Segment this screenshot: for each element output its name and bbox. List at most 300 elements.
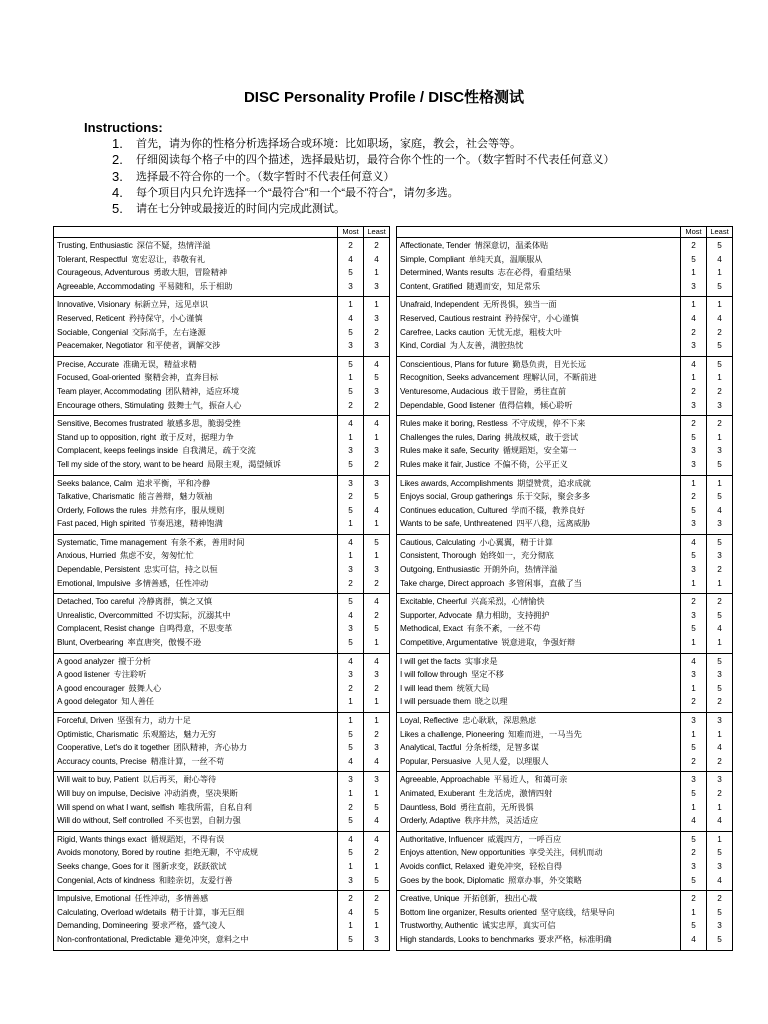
least-cell-right	[707, 297, 733, 356]
statement-chinese: 矜持保守，小心谨慎	[128, 313, 203, 323]
most-value: 3	[691, 459, 696, 469]
least-value: 5	[717, 656, 722, 666]
statement-line	[57, 266, 334, 280]
statement-chinese: 多情善感，任性冲动	[134, 578, 209, 588]
most-value: 4	[691, 359, 696, 369]
least-value: 2	[717, 419, 722, 429]
column-gap	[390, 713, 397, 772]
least-cell-right	[707, 772, 733, 831]
statement-line	[57, 714, 334, 728]
instruction-number: 5.	[112, 201, 123, 217]
statement-english: Orderly, Follows the rules	[57, 505, 147, 515]
least-value: 5	[374, 802, 379, 812]
statement-chinese: 要求严格，标准明确	[537, 934, 612, 944]
statement-line	[57, 919, 334, 933]
table-row	[54, 534, 733, 593]
statement-english: Emotional, Impulsive	[57, 578, 131, 588]
instruction-number: 4.	[112, 184, 123, 200]
statement-english: Rules make it safe, Security	[400, 446, 499, 456]
most-value: 4	[691, 656, 696, 666]
statement-chinese: 专注聆听	[113, 670, 147, 680]
most-value: 1	[691, 300, 696, 310]
statement-english: Analytical, Tactful	[400, 743, 462, 753]
statement-english: Rules make it boring, Restless	[400, 419, 508, 429]
least-value: 3	[374, 446, 379, 456]
most-cell-left	[338, 238, 364, 297]
most-value: 4	[348, 254, 353, 264]
statement-english: Competitive, Argumentative	[400, 638, 498, 648]
most-value: 3	[691, 610, 696, 620]
most-value: 3	[691, 775, 696, 785]
statement-chinese: 理解认同，不断前进	[522, 373, 597, 383]
statement-english: Peacemaker, Negotiator	[57, 341, 143, 351]
least-value: 5	[374, 624, 379, 634]
least-value: 3	[717, 861, 722, 871]
statement-chinese: 循规蹈矩，不得有误	[150, 834, 225, 844]
statement-english: Dependable, Persistent	[57, 565, 140, 575]
statement-chinese: 自我满足，疏于交流	[181, 446, 256, 456]
least-cell-right	[707, 713, 733, 772]
statement-english: Courageous, Adventurous	[57, 268, 150, 278]
statement-english: Tell my side of the story, want to be heard	[57, 459, 204, 469]
statement-line	[400, 773, 677, 787]
statement-line	[400, 517, 677, 531]
least-value: 1	[717, 268, 722, 278]
statement-line	[400, 682, 677, 696]
statement-line	[57, 728, 334, 742]
least-value: 4	[717, 505, 722, 515]
statement-line	[400, 266, 677, 280]
statement-chinese: 率直唐突，傲慢不逊	[127, 638, 202, 648]
statement-line	[400, 695, 677, 709]
statement-english: Sensitive, Becomes frustrated	[57, 419, 163, 429]
statement-chinese: 不偏不倚，公平正义	[494, 459, 568, 469]
most-value: 2	[348, 578, 353, 588]
least-value: 5	[374, 373, 379, 383]
statement-cell-right	[397, 475, 681, 534]
most-value: 1	[348, 373, 353, 383]
statement-line	[57, 431, 334, 445]
most-value: 5	[348, 268, 353, 278]
header-most-right: Most	[681, 227, 707, 238]
least-value: 2	[374, 610, 379, 620]
table-row	[54, 416, 733, 475]
statement-english: Dauntless, Bold	[400, 802, 456, 812]
statement-line	[400, 549, 677, 563]
most-value: 2	[691, 492, 696, 502]
statement-line	[57, 490, 334, 504]
most-value: 2	[348, 241, 353, 250]
statement-english: Sociable, Congenial	[57, 327, 128, 337]
instructions-list	[112, 136, 615, 217]
least-value: 4	[374, 834, 379, 844]
statement-english: Blunt, Overbearing	[57, 638, 124, 648]
statement-english: Continues education, Cultured	[400, 505, 508, 515]
statement-chinese: 有条不紊，一丝不苟	[466, 624, 541, 634]
statement-english: Talkative, Charismatic	[57, 492, 135, 502]
least-value: 2	[717, 565, 722, 575]
statement-cell-left	[54, 831, 338, 890]
instruction-text: 每个项目内只允许选择一个“最符合”和一个“最不符合”，请勿多选。	[136, 186, 459, 199]
most-cell-right	[681, 891, 707, 950]
most-cell-left	[338, 772, 364, 831]
statement-english: Challenges the rules, Daring	[400, 432, 501, 442]
statement-line	[57, 517, 334, 531]
statement-english: High standards, Looks to benchmarks	[400, 934, 534, 944]
least-value: 3	[374, 341, 379, 351]
statement-chinese: 聚精会神，直奔目标	[144, 373, 219, 383]
least-value: 1	[717, 432, 722, 442]
least-cell-left	[364, 653, 390, 712]
statement-chinese: 忠实可信，持之以恒	[143, 565, 218, 575]
least-value: 4	[717, 743, 722, 753]
least-value: 3	[374, 565, 379, 575]
statement-line	[57, 312, 334, 326]
least-value: 5	[717, 934, 722, 944]
instruction-item	[112, 136, 615, 152]
least-cell-left	[364, 297, 390, 356]
statement-chinese: 敏感多思，脆弱受挫	[166, 419, 241, 429]
most-cell-left	[338, 653, 364, 712]
statement-line	[400, 358, 677, 372]
statement-english: Will buy on impulse, Decisive	[57, 788, 161, 798]
header-blank-left	[54, 227, 338, 238]
statement-line	[57, 906, 334, 920]
header-least-left: Least	[364, 227, 390, 238]
statement-english: Methodical, Exact	[400, 624, 463, 634]
least-value: 2	[374, 578, 379, 588]
statement-line	[57, 609, 334, 623]
least-cell-right	[707, 831, 733, 890]
most-value: 3	[691, 716, 696, 725]
statement-line	[400, 253, 677, 267]
most-cell-right	[681, 772, 707, 831]
most-cell-right	[681, 713, 707, 772]
statement-english: Wants to be safe, Unthreatened	[400, 519, 513, 529]
statement-chinese: 人见人爱，以理服人	[474, 756, 549, 766]
statement-chinese: 和平使者，调解交涉	[146, 341, 221, 351]
statement-chinese: 多管闲事，直截了当	[508, 578, 582, 588]
least-value: 5	[717, 848, 722, 858]
statement-cell-right	[397, 356, 681, 415]
statement-chinese: 知人善任	[121, 697, 155, 707]
most-value: 5	[691, 921, 696, 931]
statement-english: Will wait to buy, Patient	[57, 775, 139, 785]
statement-english: Tolerant, Respectful	[57, 254, 128, 264]
least-cell-left	[364, 475, 390, 534]
statement-chinese: 无忧无虑，粗枝大叶	[488, 327, 562, 337]
statement-chinese: 乐于交际，聚会多多	[516, 492, 591, 502]
most-value: 5	[348, 934, 353, 944]
most-value: 1	[348, 300, 353, 310]
least-value: 2	[374, 683, 379, 693]
column-gap	[390, 891, 397, 950]
disc-table	[53, 226, 733, 951]
most-value: 3	[348, 775, 353, 785]
least-value: 3	[374, 281, 379, 291]
least-value: 3	[374, 743, 379, 753]
statement-chinese: 宽宏忍让，恭敬有礼	[131, 254, 206, 264]
most-cell-left	[338, 297, 364, 356]
column-gap	[390, 772, 397, 831]
statement-english: Supporter, Advocate	[400, 610, 472, 620]
statement-chinese: 生龙活虎，激情四射	[478, 788, 553, 798]
statement-line	[400, 490, 677, 504]
most-value: 3	[348, 281, 353, 291]
most-value: 2	[691, 848, 696, 858]
statement-english: Conscientious, Plans for future	[400, 359, 509, 369]
least-value: 1	[717, 373, 722, 383]
statement-line	[400, 846, 677, 860]
most-value: 1	[348, 861, 353, 871]
most-value: 1	[691, 478, 696, 488]
least-value: 1	[717, 300, 722, 310]
least-value: 5	[374, 907, 379, 917]
statement-chinese: 无所畏惧，独当一面	[482, 300, 557, 310]
statement-line	[57, 417, 334, 431]
statement-english: Consistent, Thorough	[400, 551, 477, 561]
most-value: 5	[691, 875, 696, 885]
statement-chinese: 勇往直前，无所畏惧	[459, 802, 534, 812]
statement-chinese: 四平八稳，远离威胁	[516, 519, 591, 529]
statement-chinese: 挑战权威，敢于尝试	[504, 432, 579, 442]
most-value: 5	[348, 743, 353, 753]
statement-english: Rules make it fair, Justice	[400, 459, 491, 469]
statement-english: Cooperative, Let's do it together	[57, 743, 170, 753]
most-value: 5	[691, 624, 696, 634]
statement-english: Kind, Cordial	[400, 341, 446, 351]
statement-cell-left	[54, 653, 338, 712]
most-value: 5	[691, 834, 696, 844]
statement-chinese: 局限主观，渴望倾诉	[207, 459, 281, 469]
most-value: 4	[348, 537, 353, 547]
table-row	[54, 238, 733, 297]
statement-chinese: 标新立异，远见卓识	[134, 300, 209, 310]
most-cell-left	[338, 594, 364, 653]
statement-chinese: 始终如一，充分彻底	[480, 551, 554, 561]
most-value: 4	[348, 313, 353, 323]
column-gap	[390, 534, 397, 593]
most-value: 2	[348, 492, 353, 502]
most-value: 5	[691, 254, 696, 264]
most-cell-left	[338, 891, 364, 950]
statement-line	[400, 833, 677, 847]
statement-english: Excitable, Cheerful	[400, 597, 467, 607]
statement-cell-left	[54, 416, 338, 475]
most-value: 1	[691, 802, 696, 812]
most-value: 3	[691, 400, 696, 410]
statement-line	[400, 371, 677, 385]
least-value: 3	[717, 400, 722, 410]
instruction-item	[112, 152, 615, 168]
least-value: 5	[374, 537, 379, 547]
statement-line	[57, 371, 334, 385]
statement-english: A good analyzer	[57, 656, 115, 666]
statement-chinese: 平易随和，乐于相助	[158, 281, 233, 291]
least-value: 4	[374, 597, 379, 607]
least-cell-right	[707, 891, 733, 950]
statement-line	[57, 814, 334, 828]
least-value: 5	[374, 492, 379, 502]
page-title: DISC Personality Profile / DISC性格测试	[243, 89, 525, 106]
least-value: 1	[374, 432, 379, 442]
statement-line	[57, 444, 334, 458]
most-value: 4	[691, 313, 696, 323]
statement-english: Demanding, Domineering	[57, 921, 148, 931]
most-value: 3	[348, 341, 353, 351]
statement-english: Will spend on what I want, selfish	[57, 802, 175, 812]
statement-chinese: 威震四方，一呼百应	[487, 834, 562, 844]
statement-line	[400, 577, 677, 591]
statement-line	[57, 358, 334, 372]
table-row	[54, 653, 733, 712]
most-value: 1	[691, 907, 696, 917]
statement-line	[400, 814, 677, 828]
least-value: 5	[717, 492, 722, 502]
most-value: 5	[348, 729, 353, 739]
most-cell-right	[681, 475, 707, 534]
statement-chinese: 敢于反对，据理力争	[160, 432, 234, 442]
statement-chinese: 深信不疑，热情洋溢	[136, 241, 211, 250]
statement-english: Innovative, Visionary	[57, 300, 131, 310]
statement-chinese: 为人友善，满腔热忱	[449, 341, 524, 351]
statement-line	[57, 458, 334, 472]
statement-english: Cautious, Calculating	[400, 537, 476, 547]
statement-english: A good delegator	[57, 697, 118, 707]
statement-chinese: 单纯天真，温顺服从	[468, 254, 543, 264]
statement-line	[57, 801, 334, 815]
most-value: 4	[348, 756, 353, 766]
most-cell-right	[681, 831, 707, 890]
header-least-right: Least	[707, 227, 733, 238]
statement-line	[57, 846, 334, 860]
statement-english: Calculating, Overload w/details	[57, 907, 167, 917]
statement-line	[400, 874, 677, 888]
statement-line	[400, 536, 677, 550]
least-value: 1	[717, 802, 722, 812]
least-value: 2	[374, 327, 379, 337]
statement-line	[57, 695, 334, 709]
least-value: 3	[717, 775, 722, 785]
statement-cell-right	[397, 772, 681, 831]
statement-english: Agreeable, Approachable	[400, 775, 490, 785]
least-value: 5	[717, 683, 722, 693]
statement-line	[400, 636, 677, 650]
instruction-item	[112, 169, 615, 185]
statement-chinese: 乐观豁达，魅力无穷	[142, 729, 217, 739]
table-row	[54, 356, 733, 415]
statement-chinese: 井然有序，服从规则	[150, 505, 225, 515]
most-value: 5	[691, 432, 696, 442]
least-cell-right	[707, 356, 733, 415]
most-value: 3	[691, 281, 696, 291]
table-row	[54, 772, 733, 831]
least-value: 4	[717, 254, 722, 264]
least-value: 1	[374, 921, 379, 931]
statement-line	[400, 417, 677, 431]
disc-table-body	[54, 227, 733, 951]
least-value: 2	[374, 848, 379, 858]
table-header-row	[54, 227, 733, 238]
statement-chinese: 学而不辍，教养良好	[511, 505, 585, 515]
most-value: 5	[348, 505, 353, 515]
statement-english: Dependable, Good listener	[400, 400, 495, 410]
table-row	[54, 713, 733, 772]
least-value: 2	[374, 729, 379, 739]
column-gap	[390, 653, 397, 712]
least-value: 2	[374, 894, 379, 904]
most-value: 2	[691, 697, 696, 707]
statement-english: Agreeable, Accommodating	[57, 281, 155, 291]
most-cell-right	[681, 238, 707, 297]
statement-line	[57, 477, 334, 491]
statement-cell-left	[54, 475, 338, 534]
most-value: 1	[348, 551, 353, 561]
least-value: 4	[374, 756, 379, 766]
most-value: 2	[691, 756, 696, 766]
most-value: 2	[348, 894, 353, 904]
most-value: 1	[348, 432, 353, 442]
most-value: 5	[691, 505, 696, 515]
least-value: 2	[717, 597, 722, 607]
most-value: 5	[348, 386, 353, 396]
statement-english: Enjoys social, Group gatherings	[400, 492, 513, 502]
statement-chinese: 敢于冒险，勇往直前	[492, 386, 567, 396]
statement-chinese: 情深意切，温柔体贴	[474, 241, 549, 250]
most-value: 3	[691, 446, 696, 456]
statement-chinese: 不切实际，沉溺其中	[156, 610, 231, 620]
least-cell-right	[707, 594, 733, 653]
most-value: 1	[348, 697, 353, 707]
statement-chinese: 以后再买，耐心等待	[142, 775, 217, 785]
statement-cell-right	[397, 594, 681, 653]
least-value: 3	[374, 670, 379, 680]
instruction-item	[112, 201, 615, 217]
statement-line	[57, 933, 334, 947]
statement-line	[400, 609, 677, 623]
statement-english: A good listener	[57, 670, 110, 680]
statement-english: Outgoing, Enthusiastic	[400, 565, 480, 575]
instruction-item	[112, 185, 615, 201]
statement-line	[57, 385, 334, 399]
least-cell-left	[364, 534, 390, 593]
least-value: 3	[374, 478, 379, 488]
statement-english: Congenial, Acts of kindness	[57, 875, 155, 885]
least-value: 3	[717, 519, 722, 529]
instruction-number: 2.	[112, 152, 123, 168]
statement-chinese: 团队精神，适应环境	[165, 386, 240, 396]
statement-chinese: 随遇而安，知足常乐	[466, 281, 541, 291]
statement-chinese: 和睦亲切，友爱行善	[158, 875, 233, 885]
statement-line	[400, 787, 677, 801]
statement-line	[400, 755, 677, 769]
statement-line	[57, 536, 334, 550]
column-gap	[390, 594, 397, 653]
least-value: 1	[374, 551, 379, 561]
most-value: 1	[348, 716, 353, 725]
least-value: 4	[717, 624, 722, 634]
most-value: 1	[691, 683, 696, 693]
least-value: 5	[717, 459, 722, 469]
least-value: 1	[717, 478, 722, 488]
most-cell-left	[338, 475, 364, 534]
statement-line	[57, 682, 334, 696]
column-gap	[390, 356, 397, 415]
most-value: 5	[691, 788, 696, 798]
instruction-text: 选择最不符合你的一个。（数字暂时不代表任何意义）	[136, 170, 395, 183]
least-cell-right	[707, 238, 733, 297]
statement-line	[400, 714, 677, 728]
